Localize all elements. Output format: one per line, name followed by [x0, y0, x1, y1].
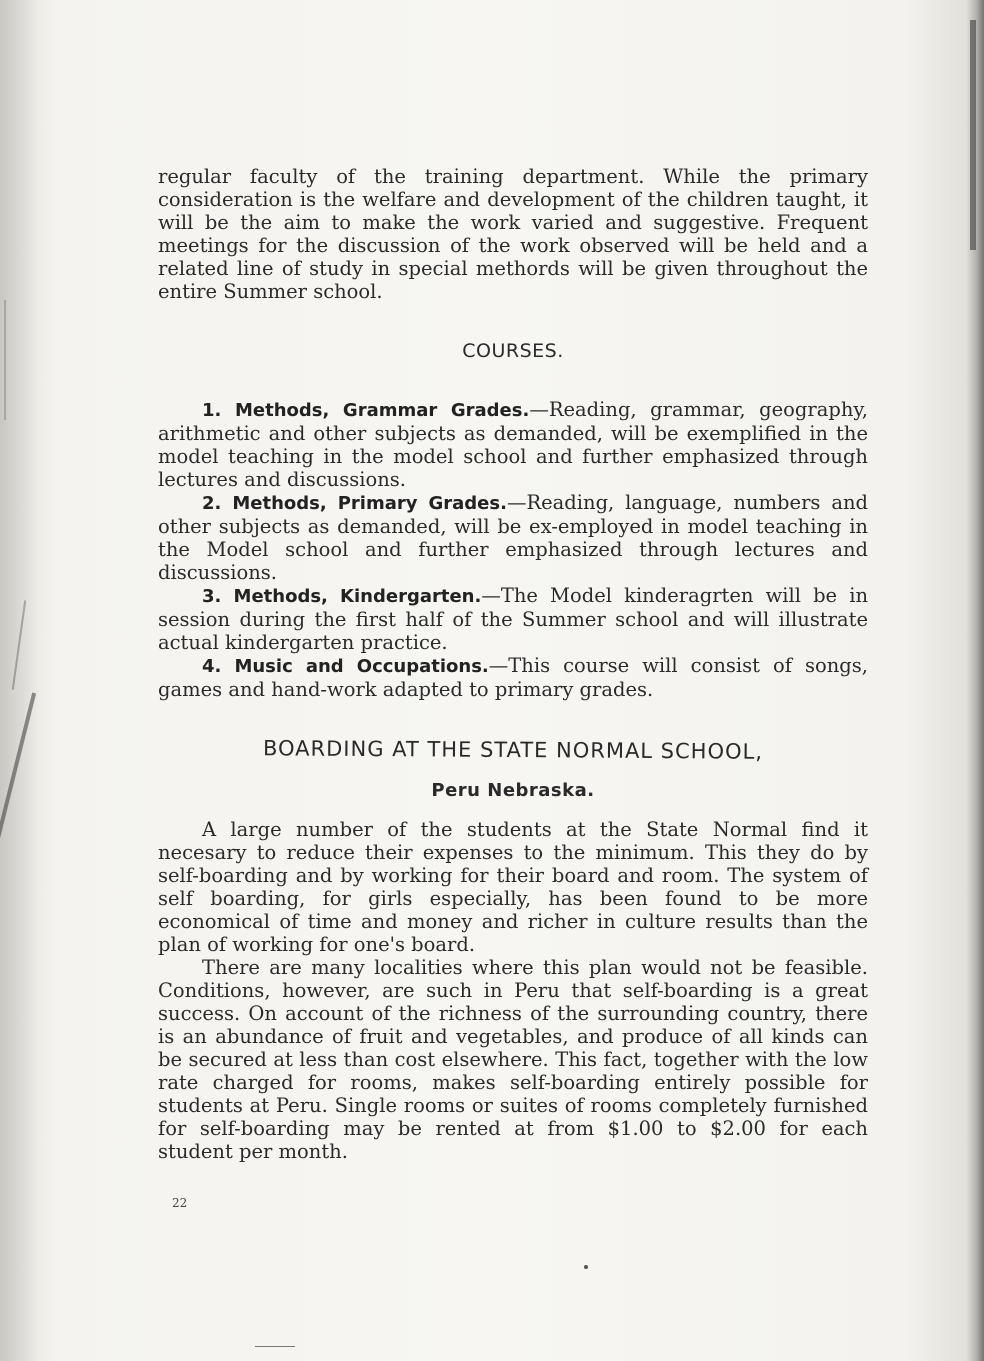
course-item [158, 398, 868, 491]
course-description: —Reading, language, numbers and other subjects as demanded, will be ex-employed in model teaching in the Model school and further emphasized through lectures and discussions. [158, 491, 869, 584]
courses-list [158, 398, 868, 701]
page-number: 22 [172, 1196, 188, 1210]
course-item [158, 491, 868, 584]
course-title: 4. Music and Occupations. [202, 656, 489, 677]
courses-heading: COURSES. [462, 340, 564, 362]
course-description: —The Model kinderagrten will be in session during the first half of the Summer school and will illustrate actual kindergarten practice. [158, 584, 869, 654]
course-description: —This course will consist of songs, games and hand-work adapted to primary grades. [158, 654, 868, 701]
intro-section [158, 165, 868, 303]
course-item [158, 584, 868, 654]
scan-artifact-mark [970, 20, 976, 250]
boarding-subheading: Peru Nebraska. [431, 780, 595, 801]
course-title: 3. Methods, Kindergarten. [202, 586, 482, 607]
scan-speck [584, 1265, 588, 1269]
page-left-shadow [0, 0, 40, 1361]
course-title: 1. Methods, Grammar Grades. [202, 400, 530, 421]
boarding-section [158, 818, 868, 1163]
intro-paragraph: regular faculty of the training department. While the primary consideration is the welfare and development of the children taught, it will be the aim to make the work varied and suggestive. Frequent meetings for the discussion of the work observed will be held and a related line of study in special methords will be given throughout the entire Summer school. [158, 165, 868, 303]
course-item [158, 654, 868, 701]
boarding-paragraph: A large number of the students at the State Normal find it necesary to reduce their expenses to the minimum. This they do by self-boarding and by working for their board and room. The system of self boarding, for girls especially, has been found to be more economical of time and money and richer in culture results than the plan of working for one's board. [158, 818, 868, 956]
course-title: 2. Methods, Primary Grades. [202, 493, 507, 514]
course-description: —Reading, grammar, geography, arithmetic and other subjects as demanded, will be exemplified in the model teaching in the model school and further emphasized through lectures and discussions. [158, 398, 868, 491]
boarding-paragraph: There are many localities where this plan would not be feasible. Conditions, however, are such in Peru that self-boarding is a great success. On account of the richness of the surrounding country, there is an abundance of fruit and vegetables, and produce of all kinds can be secured at less than cost elsewhere. This fact, together with the low rate charged for rooms, makes self-boarding entirely possible for students at Peru. Single rooms or suites of rooms completely furnished for self-boarding may be rented at from $1.00 to $2.00 for each student per month. [158, 956, 868, 1163]
scan-artifact-line [255, 1346, 295, 1347]
boarding-heading: BOARDING AT THE STATE NORMAL SCHOOL, [262, 736, 764, 764]
scan-artifact-mark [4, 300, 6, 420]
